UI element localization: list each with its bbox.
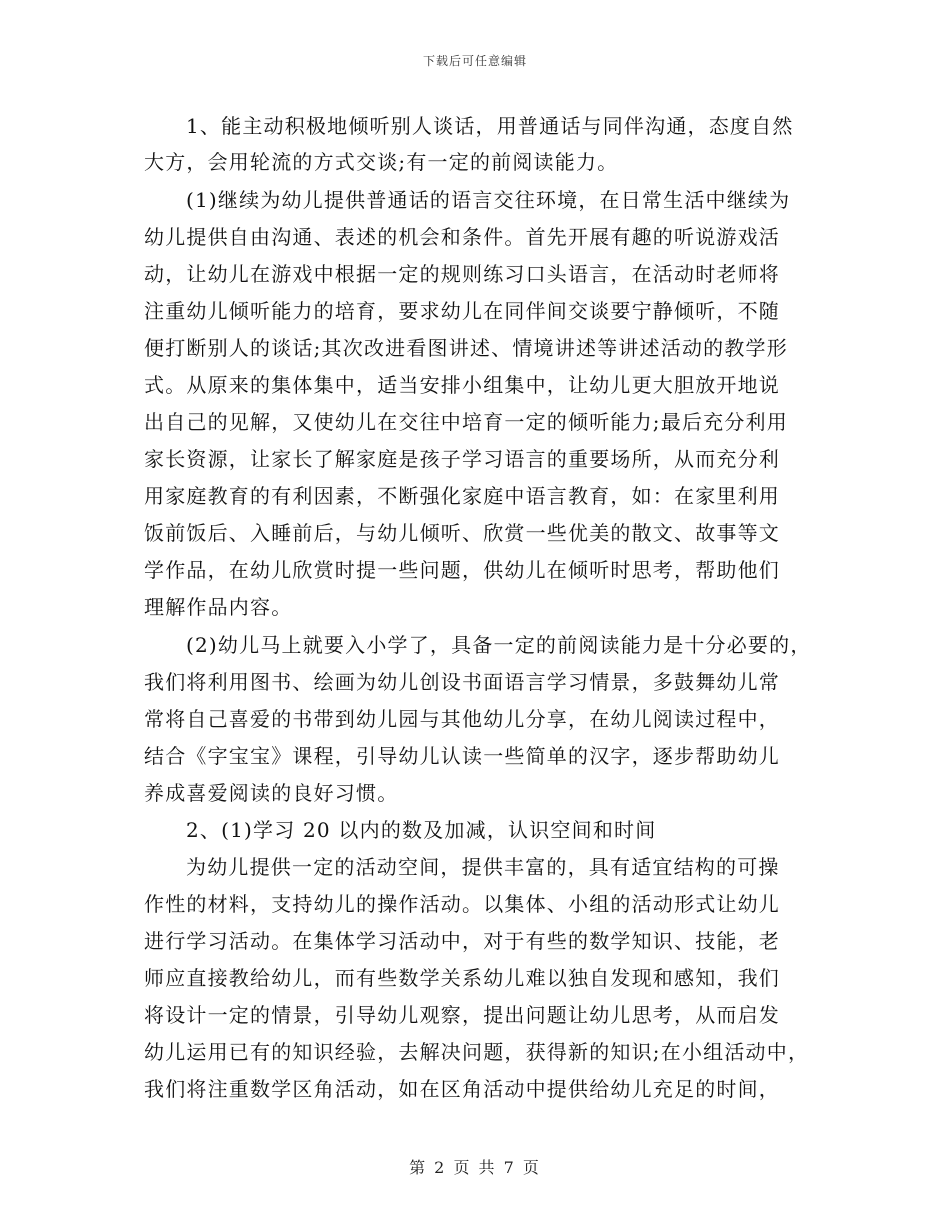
text-line: 结合《字宝宝》课程，引导幼儿认读一些简单的汉字，逐步帮助幼儿 — [144, 744, 780, 768]
text-line: 为幼儿提供一定的活动空间，提供丰富的，具有适宜结构的可操 — [186, 855, 780, 879]
text-line: (1)继续为幼儿提供普通话的语言交往环境，在日常生活中继续为 — [186, 188, 791, 212]
text-line: 作性的材料，支持幼儿的操作活动。以集体、小组的活动形式让幼儿 — [144, 892, 780, 916]
text-line: 师应直接教给幼儿，而有些数学关系幼儿难以独自发现和感知，我们 — [144, 966, 780, 990]
text-line: 养成喜爱阅读的良好习惯。 — [144, 781, 399, 805]
text-line: 幼儿提供自由沟通、表述的机会和条件。首先开展有趣的听说游戏活 — [144, 225, 780, 249]
page-header: 下载后可任意编辑 — [422, 54, 527, 68]
text-line: 饭前饭后、入睡前后，与幼儿倾听、欣赏一些优美的散文、故事等文 — [144, 521, 780, 545]
text-line: 2、(1)学习 20 以内的数及加减，认识空间和时间 — [186, 818, 657, 842]
text-line: 1、能主动积极地倾听别人谈话，用普通话与同伴沟通，态度自然 — [186, 114, 794, 138]
text-line: 我们将注重数学区角活动，如在区角活动中提供给幼儿充足的时间， — [144, 1077, 780, 1101]
text-line: 学作品，在幼儿欣赏时提一些问题，供幼儿在倾听时思考，帮助他们 — [144, 558, 780, 582]
text-line: 理解作品内容。 — [144, 595, 293, 619]
text-line: 进行学习活动。在集体学习活动中，对于有些的数学知识、技能，老 — [144, 929, 780, 953]
text-line: 用家庭教育的有利因素，不断强化家庭中语言教育，如：在家里利用 — [144, 484, 780, 508]
text-line: 出自己的见解，又使幼儿在交往中培育一定的倾听能力;最后充分利用 — [144, 410, 788, 434]
text-line: 家长资源，让家长了解家庭是孩子学习语言的重要场所，从而充分利 — [144, 447, 780, 471]
text-line: 将设计一定的情景，引导幼儿观察，提出问题让幼儿思考，从而启发 — [144, 1003, 780, 1027]
text-line: 幼儿运用已有的知识经验，去解决问题，获得新的知识;在小组活动中， — [144, 1040, 810, 1064]
text-line: 式。从原来的集体集中，适当安排小组集中，让幼儿更大胆放开地说 — [144, 373, 780, 397]
text-line: 常将自己喜爱的书带到幼儿园与其他幼儿分享，在幼儿阅读过程中， — [144, 707, 780, 731]
text-line: 动，让幼儿在游戏中根据一定的规则练习口头语言，在活动时老师将 — [144, 262, 780, 286]
text-line: 大方，会用轮流的方式交谈;有一定的前阅读能力。 — [144, 150, 619, 174]
text-line: 便打断别人的谈话;其次改进看图讲述、情境讲述等讲述活动的教学形 — [144, 336, 788, 360]
text-line: 我们将利用图书、绘画为幼儿创设书面语言学习情景，多鼓舞幼儿常 — [144, 670, 780, 694]
page-footer: 第 2 页 共 7 页 — [409, 1158, 541, 1177]
text-line: 注重幼儿倾听能力的培育，要求幼儿在同伴间交谈要宁静倾听，不随 — [144, 299, 780, 323]
text-line: (2)幼儿马上就要入小学了，具备一定的前阅读能力是十分必要的， — [186, 633, 812, 657]
